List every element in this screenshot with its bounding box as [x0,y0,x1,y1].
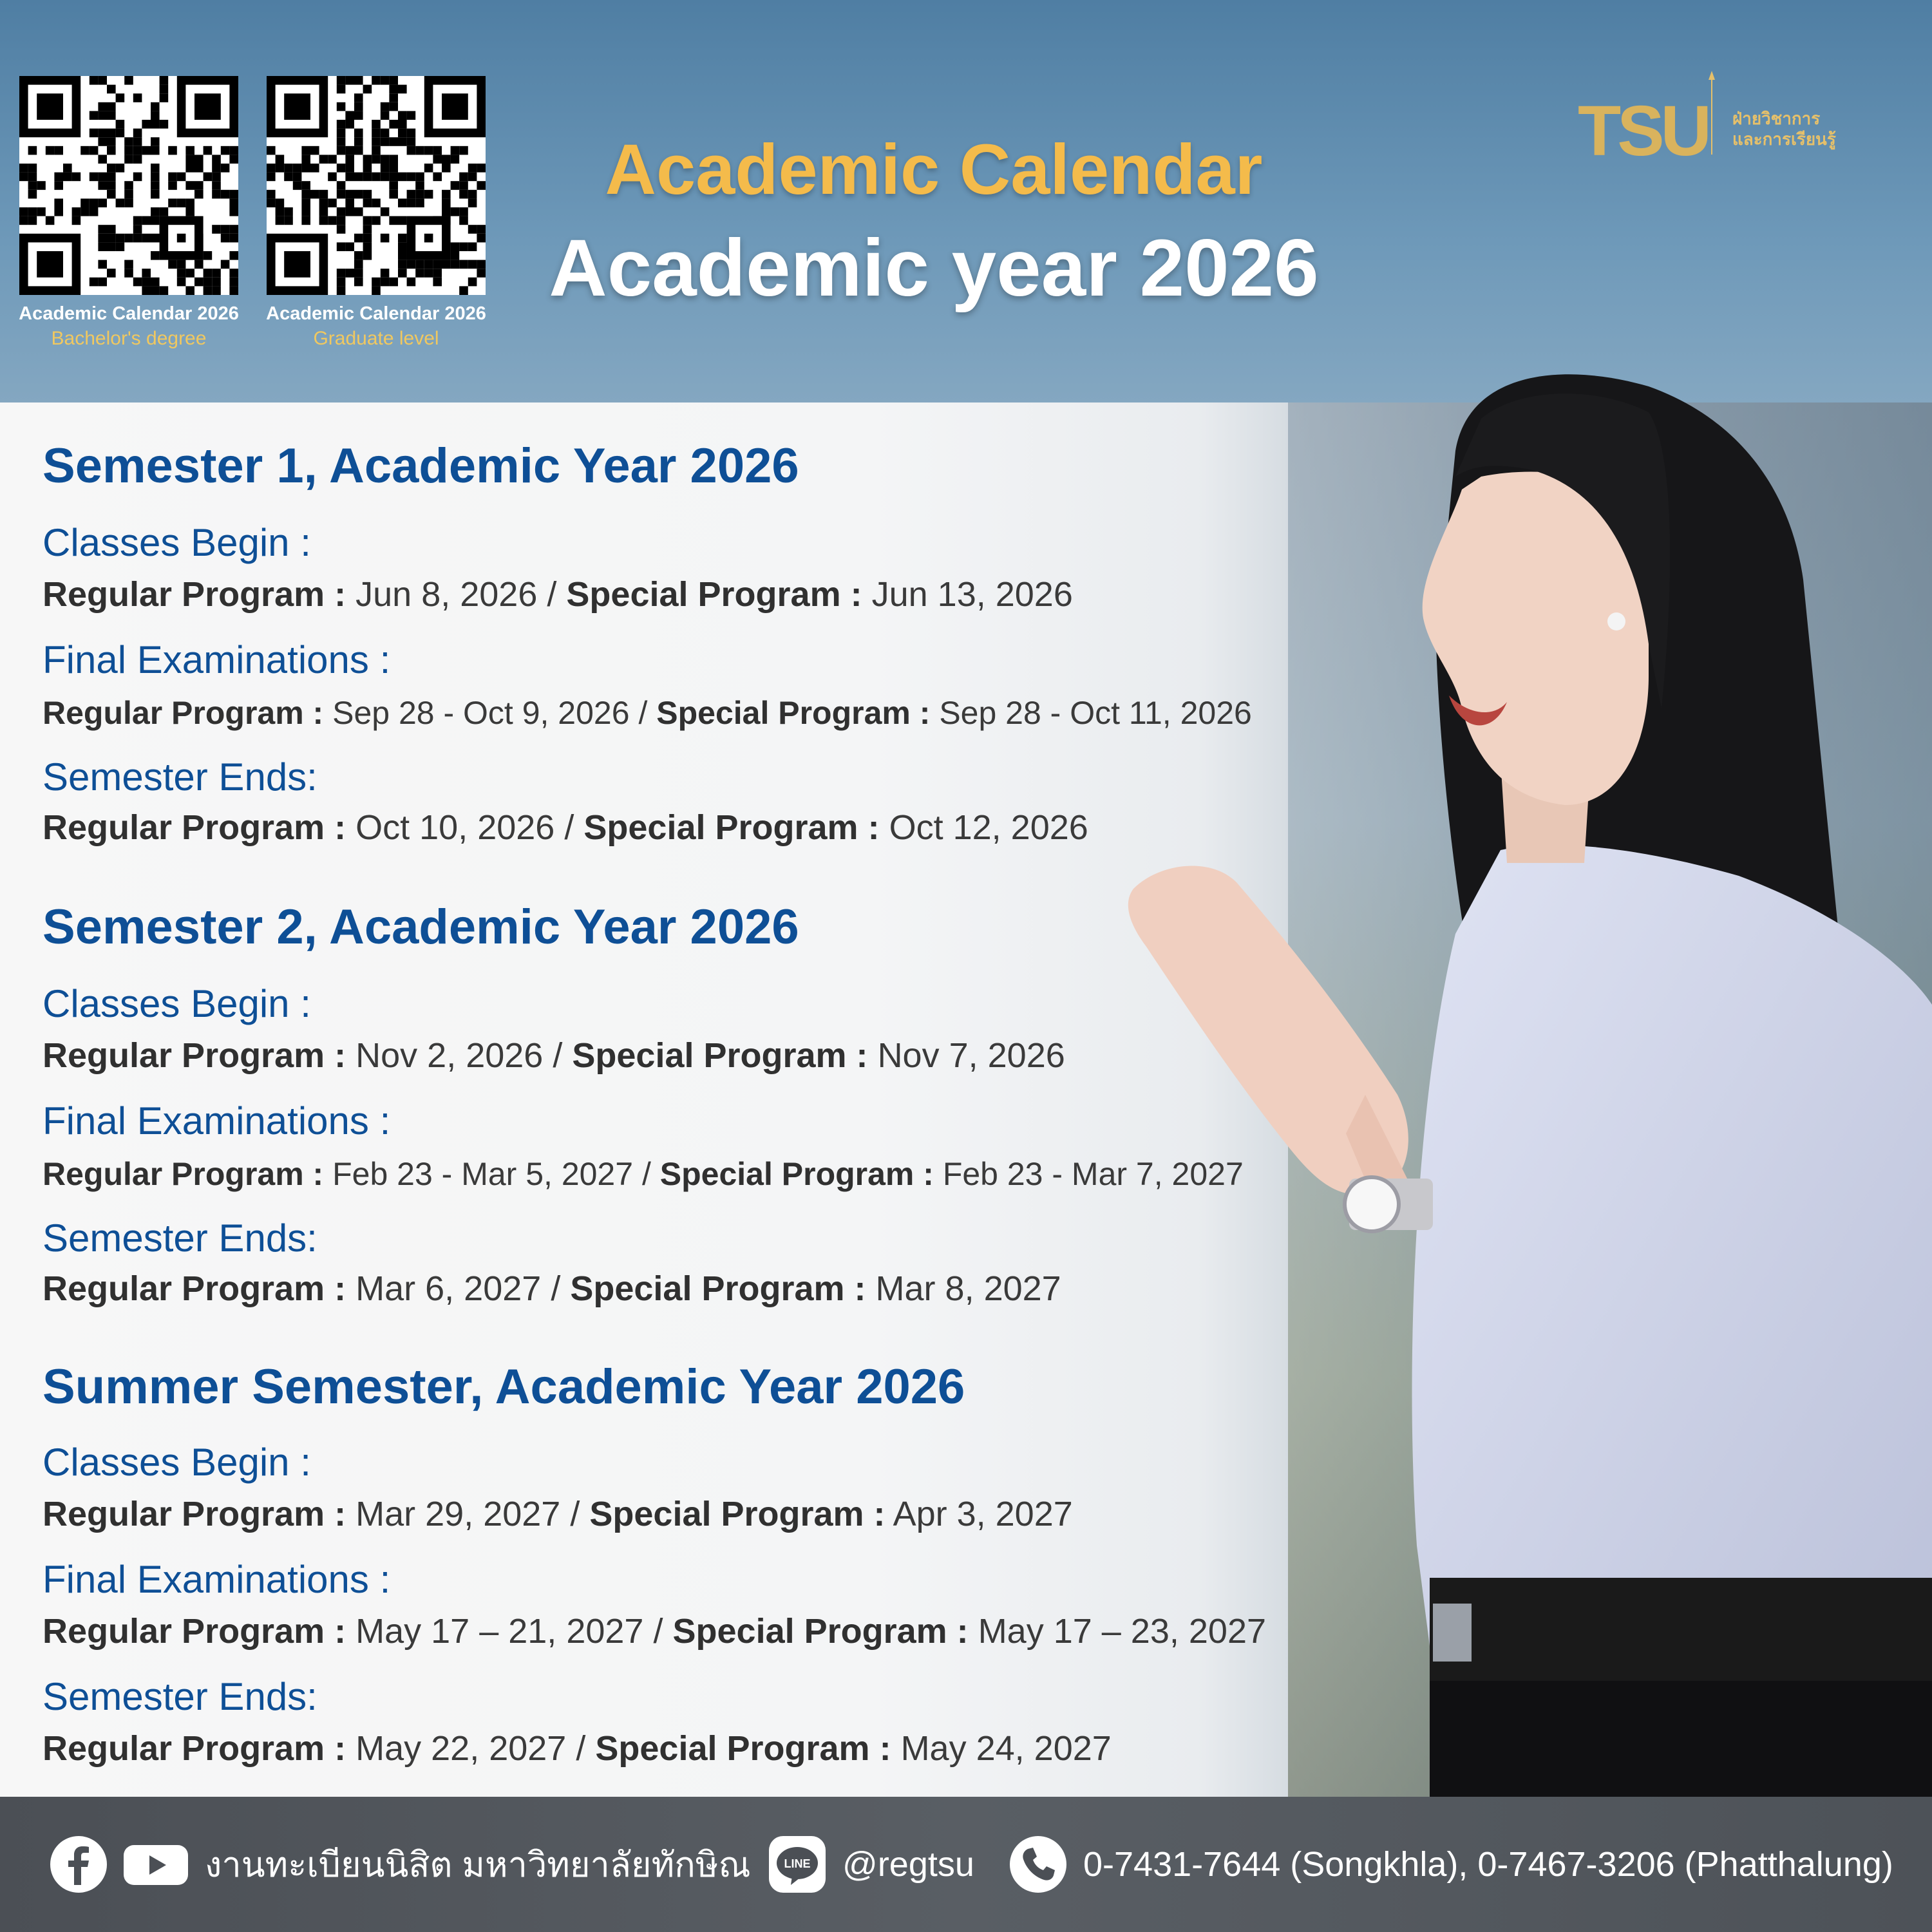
line-link[interactable] [768,1797,974,1932]
special-date: Apr 3, 2027 [893,1495,1073,1533]
semester-ends-row [43,808,1088,848]
special-date: May 17 – 23, 2027 [978,1612,1267,1651]
regular-program-label: Regular Program : [43,1729,346,1768]
facebook-link[interactable] [49,1797,108,1932]
qr-caption-title: Academic Calendar 2026 [266,303,486,324]
line-icon [768,1835,827,1894]
semester-ends-label: Semester Ends: [43,1675,317,1718]
separator: / [576,1729,586,1768]
qr-caption-level: Graduate level [313,328,439,349]
qr-caption-title: Academic Calendar 2026 [19,303,239,324]
regular-date: Feb 23 - Mar 5, 2027 [332,1156,634,1192]
final-exams-row [43,694,1252,732]
youtube-link[interactable] [122,1797,751,1932]
special-program-label: Special Program : [583,808,880,847]
classes-begin-label: Classes Begin : [43,1441,311,1484]
classes-begin-row [43,574,1073,614]
special-date: Sep 28 - Oct 11, 2026 [939,695,1252,731]
regular-date: Mar 6, 2027 [355,1269,542,1308]
separator: / [551,1269,561,1308]
regular-date: May 17 – 21, 2027 [355,1612,644,1651]
regular-date: May 22, 2027 [355,1729,567,1768]
svg-text:LINE: LINE [784,1857,811,1870]
regular-program-label: Regular Program : [43,1495,346,1533]
footer-bar [0,1797,1932,1932]
final-exams-row [43,1155,1244,1193]
regular-date: Jun 8, 2026 [355,575,538,614]
regular-program-label: Regular Program : [43,808,346,847]
semester-2-title: Semester 2, Academic Year 2026 [43,900,799,954]
page-subtitle: Academic year 2026 [549,223,1319,313]
phone-numbers: 0-7431-7644 (Songkhla), 0-7467-3206 (Phatthalung) [1083,1845,1893,1884]
classes-begin-row [43,1494,1073,1534]
logo-line2: และการเรียนรู้ [1732,129,1836,149]
special-date: Mar 8, 2027 [875,1269,1061,1308]
line-id: @regtsu [842,1845,974,1884]
separator: / [641,1156,651,1192]
separator: / [570,1495,580,1533]
semester-ends-row [43,1269,1061,1309]
final-exams-row [43,1611,1266,1651]
logo-line1: ฝ่ายวิชาการ [1732,109,1821,128]
separator: / [638,695,648,731]
final-exams-label: Final Examinations : [43,1558,391,1601]
youtube-icon [122,1835,189,1894]
special-program-label: Special Program : [572,1036,868,1075]
regular-program-label: Regular Program : [43,1156,324,1192]
special-date: Nov 7, 2026 [877,1036,1065,1075]
phone-contact[interactable] [1009,1797,1893,1932]
facebook-page-name: งานทะเบียนนิสิต มหาวิทยาลัยทักษิณ [205,1846,751,1884]
regular-program-label: Regular Program : [43,1612,346,1651]
special-program-label: Special Program : [659,1156,934,1192]
regular-date: Nov 2, 2026 [355,1036,544,1075]
phone-icon [1009,1835,1068,1894]
logo-mark: TSU [1578,91,1708,171]
regular-date: Oct 10, 2026 [355,808,555,847]
regular-program-label: Regular Program : [43,695,324,731]
classes-begin-label: Classes Begin : [43,521,311,564]
final-exams-label: Final Examinations : [43,638,391,681]
semester-ends-row [43,1728,1112,1768]
facebook-icon [49,1835,108,1894]
special-date: Oct 12, 2026 [889,808,1088,847]
special-program-label: Special Program : [672,1612,969,1651]
separator: / [553,1036,563,1075]
regular-date: Sep 28 - Oct 9, 2026 [332,695,630,731]
special-program-label: Special Program : [595,1729,891,1768]
special-program-label: Special Program : [589,1495,886,1533]
special-date: Feb 23 - Mar 7, 2027 [942,1156,1244,1192]
separator: / [653,1612,663,1651]
special-program-label: Special Program : [570,1269,866,1308]
regular-program-label: Regular Program : [43,1269,346,1308]
final-exams-label: Final Examinations : [43,1099,391,1142]
summer-semester-title: Summer Semester, Academic Year 2026 [43,1359,965,1414]
qr-caption-level: Bachelor's degree [51,328,207,349]
separator: / [547,575,557,614]
regular-program-label: Regular Program : [43,1036,346,1075]
regular-date: Mar 29, 2027 [355,1495,561,1533]
page-title: Academic Calendar [605,130,1263,209]
classes-begin-row [43,1036,1065,1075]
special-date: May 24, 2027 [900,1729,1112,1768]
classes-begin-label: Classes Begin : [43,982,311,1025]
separator: / [564,808,574,847]
semester-ends-label: Semester Ends: [43,1217,317,1260]
regular-program-label: Regular Program : [43,575,346,614]
special-date: Jun 13, 2026 [871,575,1073,614]
semester-ends-label: Semester Ends: [43,755,317,799]
semester-1-title: Semester 1, Academic Year 2026 [43,439,799,493]
special-program-label: Special Program : [566,575,862,614]
special-program-label: Special Program : [656,695,931,731]
